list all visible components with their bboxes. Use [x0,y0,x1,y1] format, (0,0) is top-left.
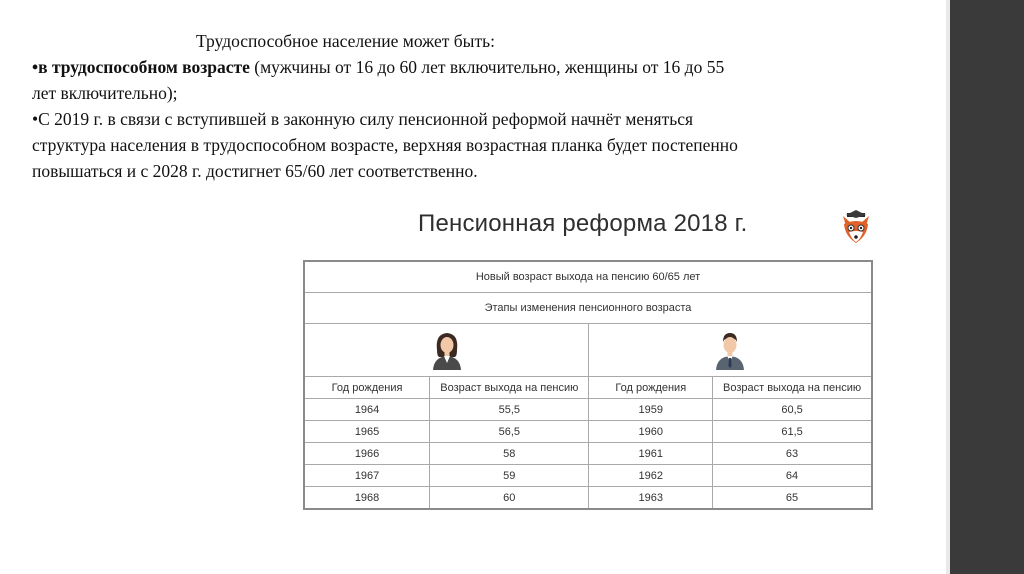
table-row [304,421,872,443]
table-cell: 1967 [304,465,430,487]
table-cell: 61,5 [713,421,872,443]
table-cell: 60,5 [713,399,872,421]
table-row [304,443,872,465]
table-cell: 1961 [589,443,713,465]
slide-heading: Трудоспособное население может быть: [196,31,495,51]
col-header-birth-year-men: Год рождения [589,377,713,399]
col-header-birth-year-women: Год рождения [304,377,430,399]
infographic-title: Пенсионная реформа 2018 г. [418,210,748,237]
table-cell: 1964 [304,399,430,421]
slide-text-block [32,28,752,184]
col-header-retire-age-men: Возраст выхода на пенсию [713,377,872,399]
table-cell: 1963 [589,487,713,510]
bullet-1-rest: (мужчины от 16 до 60 лет включительно, женщины от 16 до 55 лет включительно); [32,57,725,103]
table-cell: 1960 [589,421,713,443]
table-subbanner-row [304,293,872,324]
table-cell: 1968 [304,487,430,510]
table-subbanner: Этапы изменения пенсионного возраста [304,293,872,324]
table-header-row [304,377,872,399]
table-cell: 63 [713,443,872,465]
table-cell: 58 [430,443,589,465]
women-column-header [304,324,589,377]
table-cell: 59 [430,465,589,487]
bullet-1 [32,57,724,103]
bullet-1-bold: •в трудоспособном возрасте [32,57,250,77]
table-cell: 55,5 [430,399,589,421]
table-cell: 1962 [589,465,713,487]
table-cell: 60 [430,487,589,510]
table-cell: 65 [713,487,872,510]
table-cell: 1959 [589,399,713,421]
woman-avatar-icon [430,330,464,370]
col-header-retire-age-women: Возраст выхода на пенсию [430,377,589,399]
table-banner: Новый возраст выхода на пенсию 60/65 лет [304,261,872,293]
table-cell: 56,5 [430,421,589,443]
fox-logo-icon [836,208,876,248]
table-row [304,487,872,510]
table-cell: 1965 [304,421,430,443]
pension-table [303,260,873,510]
table-row [304,399,872,421]
slide-side-panel [950,0,1024,574]
table-cell: 1966 [304,443,430,465]
bullet-2: •С 2019 г. в связи с вступившей в законную силу пенсионной реформой начнёт меняться структура населения в трудоспособном возрасте, верхняя возрастная планка будет постепенно повышаться и с 2028 г. достигнет 65/60 лет соответственно. [32,109,738,181]
men-column-header [589,324,872,377]
table-avatar-row [304,324,872,377]
man-avatar-icon [713,330,747,370]
table-cell: 64 [713,465,872,487]
table-banner-row [304,261,872,293]
table-row [304,465,872,487]
